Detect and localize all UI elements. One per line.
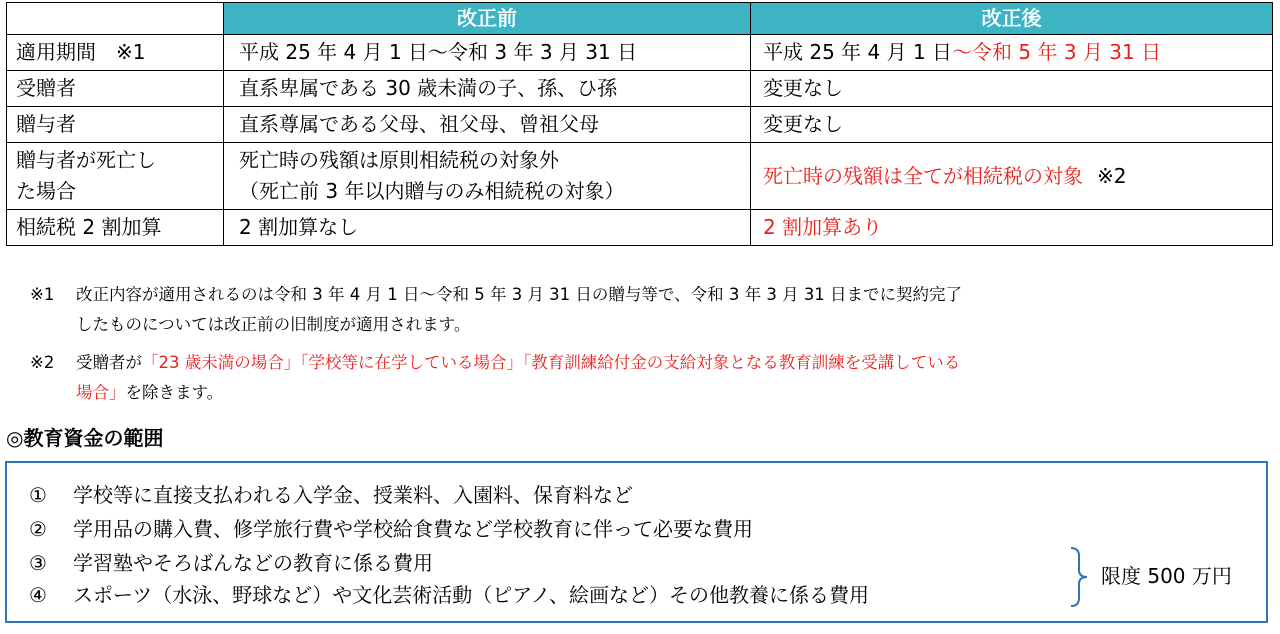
footnote-1: ※1 改正内容が適用されるのは令和 3 年 4 月 1 日～令和 5 年 3 月 31 日の贈与等で、令和 3 年 3 月 31 日までに契約完了 したものについては改正前の旧制度が適用されます。 <box>30 280 1260 340</box>
footnotes <box>30 280 1260 408</box>
red-emphasis: 場合」 <box>76 383 126 402</box>
footnote-mark: ※1 <box>30 285 55 304</box>
row-label: 適用期間 ※1 <box>7 35 224 71</box>
red-emphasis: ～令和 5 年 3 月 31 日 <box>952 40 1162 64</box>
table-header-row <box>7 3 1273 35</box>
footnote-mark: ※2 <box>30 353 55 372</box>
list-item: ① 学校等に直接支払われる入学金、授業料、入園料、保育料など <box>29 483 633 507</box>
row-after: 変更なし <box>751 107 1273 143</box>
footnote-2: ※2 受贈者が「23 歳未満の場合」「学校等に在学している場合」「教育訓練給付金の支給対象となる教育訓練を受講している 場合」を除きます。 <box>30 348 1260 408</box>
list-item: ② 学用品の購入費、修学旅行費や学校給食費など学校教育に伴って必要な費用 <box>29 517 753 541</box>
table-row-recipient <box>7 71 1273 107</box>
row-label: 贈与者 <box>7 107 224 143</box>
row-after <box>751 210 1273 246</box>
red-emphasis: 死亡時の残額は全てが相続税の対象 <box>763 163 1083 188</box>
row-after: 死亡時の残額は全てが相続税の対象 ※2 <box>751 143 1273 210</box>
row-label: 受贈者 <box>7 71 224 107</box>
row-after: 変更なし <box>751 71 1273 107</box>
list-item: ③ 学習塾やそろばんなどの教育に係る費用 <box>29 551 433 575</box>
education-scope-box <box>5 461 1268 623</box>
limit-label: 限度 500 万円 <box>1101 564 1232 588</box>
table-row-surcharge <box>7 210 1273 246</box>
row-label: 贈与者が死亡し た場合 <box>7 143 224 210</box>
header-blank-cell <box>7 3 224 35</box>
row-before: 直系尊属である父母、祖父母、曾祖父母 <box>224 107 751 143</box>
row-before: 2 割加算なし <box>224 210 751 246</box>
red-emphasis: 「23 歳未満の場合」「学校等に在学している場合」「教育訓練給付金の支給対象となる教育訓練を受講している <box>142 353 961 372</box>
red-emphasis: 2 割加算あり <box>763 215 883 239</box>
table-row-donor <box>7 107 1273 143</box>
row-before: 直系卑属である 30 歳未満の子、孫、ひ孫 <box>224 71 751 107</box>
right-brace-icon <box>1069 546 1091 608</box>
table-row-donor-death <box>7 143 1273 210</box>
row-label: 相続税 2 割加算 <box>7 210 224 246</box>
table-row-period <box>7 35 1273 71</box>
section-title: ◎教育資金の範囲 <box>6 426 164 450</box>
comparison-table <box>6 2 1273 246</box>
header-after: 改正後 <box>751 3 1273 35</box>
row-after: 平成 25 年 4 月 1 日～令和 5 年 3 月 31 日 <box>751 35 1273 71</box>
row-before: 平成 25 年 4 月 1 日～令和 3 年 3 月 31 日 <box>224 35 751 71</box>
list-item: ④ スポーツ（水泳、野球など）や文化芸術活動（ピアノ、絵画など）その他教養に係る費用 <box>29 583 869 607</box>
row-before: 死亡時の残額は原則相続税の対象外 （死亡前 3 年以内贈与のみ相続税の対象） <box>224 143 751 210</box>
header-before: 改正前 <box>224 3 751 35</box>
